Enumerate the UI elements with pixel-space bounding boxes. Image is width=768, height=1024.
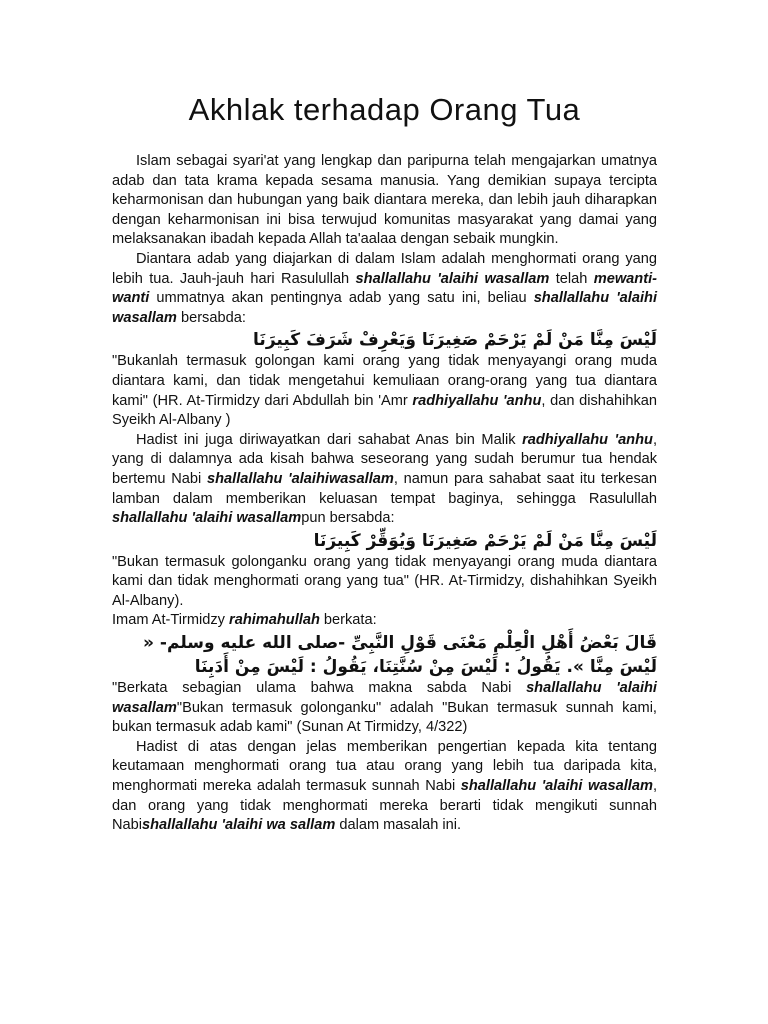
text-segment: "Bukan termasuk golonganku orang yang tidak menyayangi orang muda diantara kami dan tidak menghormati orang yang tua" (HR. At-Tirmidzy, dishahihkan Syeikh Al-Albany). <box>112 553 657 609</box>
text-segment: pun bersabda: <box>301 510 395 527</box>
emphasized-text: rahimahullah <box>229 612 320 629</box>
text-segment: "Bukan termasuk golonganku" adalah "Bukan termasuk sunnah kami, bukan termasuk adab kami" (Sunan At Tirmidzy, 4/322) <box>112 699 657 736</box>
text-segment: dalam masalah ini. <box>335 817 462 834</box>
text-segment: bersabda: <box>176 309 246 326</box>
arabic-hadith <box>112 631 657 679</box>
text-segment: قَالَ بَعْضُ أَهْلِ الْعِلْمِ مَعْنَى قَوْلِ النَّبِىِّ -صلى الله عليه وسلم- « لَيْسَ مِنَّا ». يَقُولُ : لَيْسَ مِنْ سُنَّتِنَا، يَقُولُ : لَيْسَ مِنْ أَدَبِنَا <box>143 633 657 678</box>
text-segment: , dan dishahihkan Syeikh Al-Albany ) <box>112 392 657 429</box>
emphasized-text: shallallahu 'alaihi wasallam <box>112 510 302 527</box>
emphasized-text: shallallahu 'alaihi wasallam <box>355 270 550 287</box>
emphasized-text: radhiyallahu 'anhu <box>522 431 653 448</box>
paragraph <box>112 352 657 430</box>
emphasized-text: shallallahu 'alaihiwasallam <box>207 470 394 487</box>
paragraph <box>112 679 657 738</box>
emphasized-text: shallallahu 'alaihi wasallam <box>112 290 657 326</box>
paragraph <box>112 738 657 836</box>
arabic-hadith <box>112 328 657 352</box>
text-segment: لَيْسَ مِنَّا مَنْ لَمْ يَرْحَمْ صَغِيرَنَا وَيُوَقِّرْ كَبِيرَنَا <box>313 530 657 551</box>
text-segment: , namun para sahabat saat itu terkesan lamban dalam memberikan keluasan tempat baginya, sehingga Rasulullah <box>112 470 657 507</box>
paragraph <box>112 611 657 631</box>
text-segment: Islam sebagai syari'at yang lengkap dan paripurna telah mengajarkan umatnya adab dan tata krama kepada sesama manusia. Yang demikian supaya tercipta keharmonisan dan hubungan yang baik diantara mereka, dan lebih jauh diharapkan dengan keharmonisan ini bisa terwujud komunitas masyarakat yang damai yang melaksanakan ibadah kepada Allah ta'aalaa dengan sebaik mungkin. <box>112 153 657 248</box>
document-body <box>112 152 657 836</box>
paragraph <box>112 250 657 328</box>
text-segment: telah <box>549 270 594 287</box>
text-segment: Diantara adab yang diajarkan di dalam Islam adalah menghormati orang yang lebih tua. Jauh-jauh hari Rasulullah <box>112 250 657 287</box>
text-segment: berkata: <box>319 612 377 629</box>
text-segment: Hadist di atas dengan jelas memberikan pengertian kepada kita tentang keutamaan menghormati orang tua atau orang yang lebih tua daripada kita, menghormati mereka adalah termasuk sunnah Nabi <box>112 738 657 795</box>
emphasized-text: mewanti-wanti <box>112 270 657 307</box>
document-title: Akhlak terhadap Orang Tua <box>188 92 581 127</box>
document-page <box>112 92 657 836</box>
text-segment: لَيْسَ مِنَّا مَنْ لَمْ يَرْحَمْ صَغِيرَنَا وَيَعْرِفْ شَرَفَ كَبِيرَنَا <box>253 330 657 351</box>
arabic-hadith <box>112 529 657 553</box>
text-segment: Imam At-Tirmidzy <box>112 612 230 629</box>
text-segment: ummatnya akan pentingnya adab yang satu ini, beliau <box>149 290 534 307</box>
text-segment: , yang di dalamnya ada kisah bahwa seseorang yang sudah berumur tua hendak bertemu Nabi <box>112 431 657 487</box>
text-segment: "Bukanlah termasuk golongan kami orang yang tidak menyayangi orang muda diantara kami, dan tidak mengetahui kemuliaan orang-orang yang tua diantara kami" (HR. At-Tirmidzy dari Abdullah bin 'Amr <box>112 353 657 409</box>
text-segment: , dan orang yang tidak menghormati mereka berarti tidak mengikuti sunnah Nabi <box>112 778 657 834</box>
text-segment: "Berkata sebagian ulama bahwa makna sabda Nabi <box>112 680 527 697</box>
emphasized-text: shallallahu 'alaihi wa sallam <box>142 817 336 834</box>
paragraph <box>112 431 657 529</box>
paragraph <box>112 553 657 612</box>
emphasized-text: shallallahu 'alaihi wasallam <box>112 680 657 716</box>
emphasized-text: radhiyallahu 'anhu <box>412 392 542 409</box>
emphasized-text: shallallahu 'alaihi wasallam <box>460 778 653 795</box>
text-segment: Hadist ini juga diriwayatkan dari sahabat Anas bin Malik <box>136 431 523 448</box>
paragraph <box>112 152 657 250</box>
